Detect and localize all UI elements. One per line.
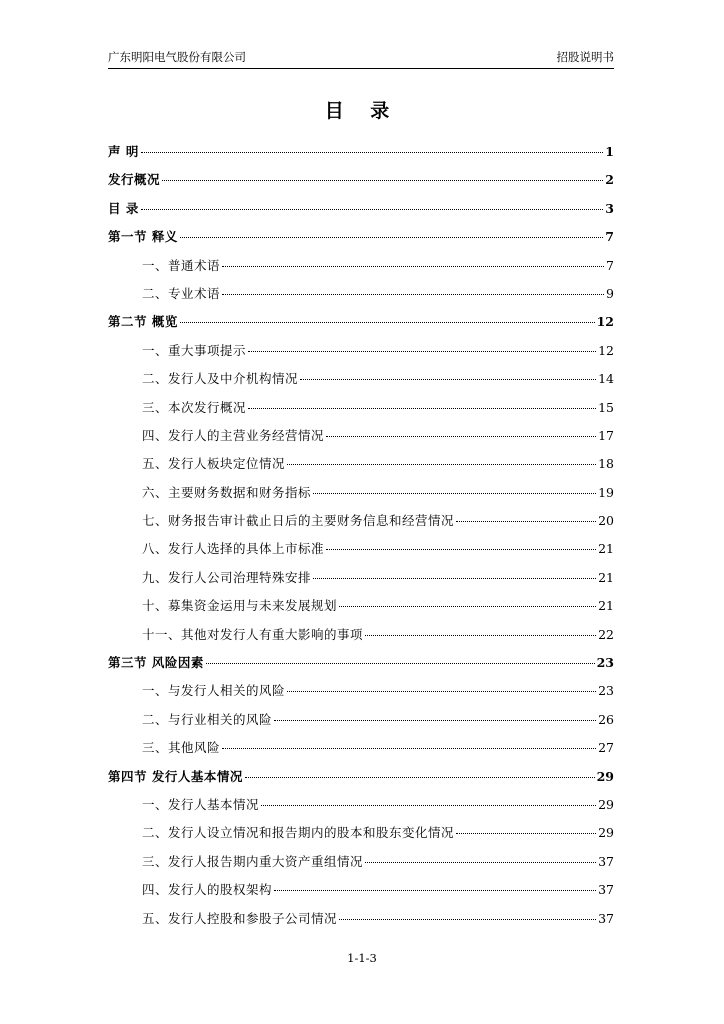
toc-dot-leader bbox=[180, 237, 603, 238]
toc-dot-leader bbox=[261, 805, 596, 806]
toc-entry-page-number: 21 bbox=[598, 569, 614, 585]
toc-section-entry[interactable] bbox=[108, 564, 614, 592]
header-company-name: 广东明阳电气股份有限公司 bbox=[108, 50, 246, 64]
toc-dot-leader bbox=[456, 833, 596, 834]
toc-entry-page-number: 23 bbox=[598, 683, 614, 699]
toc-dot-leader bbox=[339, 606, 596, 607]
toc-entry-page-number: 18 bbox=[598, 456, 614, 472]
toc-entry-label: 一、普通术语 bbox=[142, 257, 221, 273]
toc-dot-leader bbox=[287, 464, 596, 465]
toc-entry-label: 目 录 bbox=[108, 200, 139, 216]
toc-entry-label: 九、发行人公司治理特殊安排 bbox=[142, 569, 312, 585]
toc-section-entry[interactable] bbox=[108, 677, 614, 705]
toc-entry-label: 五、发行人板块定位情况 bbox=[142, 456, 286, 472]
toc-section-entry[interactable] bbox=[108, 734, 614, 762]
toc-dot-leader bbox=[339, 919, 596, 920]
toc-entry-label: 第三节 风险因素 bbox=[108, 655, 204, 671]
toc-entry-page-number: 1 bbox=[605, 144, 614, 159]
toc-section-entry[interactable] bbox=[108, 422, 614, 450]
toc-entry-page-number: 19 bbox=[598, 484, 614, 500]
toc-section-entry[interactable] bbox=[108, 621, 614, 649]
toc-dot-leader bbox=[326, 549, 596, 550]
toc-dot-leader bbox=[274, 720, 596, 721]
toc-entry-label: 四、发行人的主营业务经营情况 bbox=[142, 427, 325, 443]
toc-entry-page-number: 3 bbox=[605, 200, 614, 216]
toc-dot-leader bbox=[365, 635, 596, 636]
toc-dot-leader bbox=[274, 890, 596, 891]
toc-section-entry[interactable] bbox=[108, 252, 614, 280]
toc-entry-page-number: 20 bbox=[598, 513, 614, 529]
toc-entry-page-number: 29 bbox=[598, 796, 614, 812]
toc-entry-label: 三、其他风险 bbox=[142, 740, 221, 756]
toc-entry-page-number: 9 bbox=[606, 285, 614, 301]
header-document-type: 招股说明书 bbox=[556, 50, 614, 64]
toc-dot-leader bbox=[287, 691, 596, 692]
toc-entry-page-number: 23 bbox=[596, 655, 614, 671]
toc-entry-label: 声 明 bbox=[108, 144, 139, 159]
toc-entry-label: 十、募集资金运用与未来发展规划 bbox=[142, 598, 338, 614]
toc-chapter-entry[interactable] bbox=[108, 166, 614, 194]
toc-dot-leader bbox=[248, 408, 596, 409]
toc-entry-page-number: 14 bbox=[598, 371, 614, 387]
toc-section-entry[interactable] bbox=[108, 535, 614, 563]
toc-section-entry[interactable] bbox=[108, 394, 614, 422]
toc-chapter-entry[interactable] bbox=[108, 195, 614, 223]
toc-entry-page-number: 7 bbox=[606, 257, 614, 273]
toc-section-entry[interactable] bbox=[108, 479, 614, 507]
toc-entry-label: 一、重大事项提示 bbox=[142, 342, 247, 358]
toc-section-entry[interactable] bbox=[108, 791, 614, 819]
toc-section-entry[interactable] bbox=[108, 507, 614, 535]
toc-entry-page-number: 2 bbox=[605, 172, 614, 188]
toc-entry-label: 六、主要财务数据和财务指标 bbox=[142, 484, 312, 500]
toc-entry-label: 第二节 概览 bbox=[108, 314, 178, 330]
toc-entry-page-number: 29 bbox=[598, 825, 614, 841]
toc-entry-label: 十一、其他对发行人有重大影响的事项 bbox=[142, 626, 364, 642]
toc-dot-leader bbox=[313, 493, 596, 494]
toc-entry-label: 二、发行人及中介机构情况 bbox=[142, 371, 299, 387]
toc-section-entry[interactable] bbox=[108, 876, 614, 904]
toc-dot-leader bbox=[141, 152, 603, 153]
page-number: 1-1-3 bbox=[347, 951, 377, 965]
toc-entry-label: 八、发行人选择的具体上市标准 bbox=[142, 541, 325, 557]
toc-dot-leader bbox=[222, 266, 604, 267]
toc-dot-leader bbox=[326, 436, 596, 437]
toc-section-entry[interactable] bbox=[108, 280, 614, 308]
toc-section-entry[interactable] bbox=[108, 337, 614, 365]
toc-entry-page-number: 37 bbox=[598, 853, 614, 869]
toc-entry-page-number: 37 bbox=[598, 882, 614, 898]
toc-entry-page-number: 26 bbox=[598, 711, 614, 727]
toc-dot-leader bbox=[313, 578, 596, 579]
toc-entry-label: 五、发行人控股和参股子公司情况 bbox=[142, 910, 338, 926]
toc-section-entry[interactable] bbox=[108, 365, 614, 393]
toc-section-entry[interactable] bbox=[108, 848, 614, 876]
toc-dot-leader bbox=[222, 294, 604, 295]
toc-entry-label: 四、发行人的股权架构 bbox=[142, 882, 273, 898]
toc-dot-leader bbox=[245, 777, 595, 778]
toc-entry-page-number: 15 bbox=[598, 399, 614, 415]
toc-dot-leader bbox=[222, 748, 596, 749]
toc-entry-page-number: 17 bbox=[598, 427, 614, 443]
toc-chapter-entry[interactable] bbox=[108, 138, 614, 166]
toc-entry-page-number: 7 bbox=[605, 229, 614, 245]
toc-entry-page-number: 12 bbox=[596, 314, 614, 330]
toc-entry-label: 三、发行人报告期内重大资产重组情况 bbox=[142, 853, 364, 869]
toc-dot-leader bbox=[365, 862, 596, 863]
toc-section-entry[interactable] bbox=[108, 905, 614, 933]
toc-dot-leader bbox=[206, 663, 595, 664]
toc-entry-label: 二、发行人设立情况和报告期内的股本和股东变化情况 bbox=[142, 825, 455, 841]
toc-dot-leader bbox=[141, 209, 603, 210]
toc-dot-leader bbox=[162, 180, 603, 181]
toc-entry-page-number: 12 bbox=[598, 342, 614, 358]
toc-entry-label: 第四节 发行人基本情况 bbox=[108, 768, 243, 784]
toc-dot-leader bbox=[456, 521, 596, 522]
toc-entry-page-number: 21 bbox=[598, 541, 614, 557]
toc-section-entry[interactable] bbox=[108, 819, 614, 847]
toc-dot-leader bbox=[248, 351, 596, 352]
toc-entry-label: 二、与行业相关的风险 bbox=[142, 711, 273, 727]
toc-dot-leader bbox=[180, 322, 595, 323]
toc-entry-label: 一、与发行人相关的风险 bbox=[142, 683, 286, 699]
toc-entry-page-number: 29 bbox=[596, 768, 614, 784]
toc-chapter-entry[interactable] bbox=[108, 649, 614, 677]
page-title: 目 录 bbox=[324, 100, 400, 122]
page-header bbox=[108, 50, 614, 69]
toc-entry-page-number: 21 bbox=[598, 598, 614, 614]
toc-entry-label: 发行概况 bbox=[108, 172, 161, 188]
toc-entry-label: 第一节 释义 bbox=[108, 229, 178, 245]
toc-dot-leader bbox=[300, 379, 596, 380]
toc-chapter-entry[interactable] bbox=[108, 223, 614, 251]
toc-section-entry[interactable] bbox=[108, 450, 614, 478]
toc-entry-label: 三、本次发行概况 bbox=[142, 399, 247, 415]
toc-chapter-entry[interactable] bbox=[108, 763, 614, 791]
toc-section-entry[interactable] bbox=[108, 592, 614, 620]
toc-entry-label: 一、发行人基本情况 bbox=[142, 796, 260, 812]
toc-section-entry[interactable] bbox=[108, 706, 614, 734]
toc-entry-label: 二、专业术语 bbox=[142, 285, 221, 301]
toc-entry-page-number: 37 bbox=[598, 910, 614, 926]
table-of-contents bbox=[108, 138, 614, 933]
toc-entry-page-number: 22 bbox=[598, 626, 614, 642]
toc-chapter-entry[interactable] bbox=[108, 308, 614, 336]
toc-entry-page-number: 27 bbox=[598, 740, 614, 756]
toc-entry-label: 七、财务报告审计截止日后的主要财务信息和经营情况 bbox=[142, 513, 455, 529]
